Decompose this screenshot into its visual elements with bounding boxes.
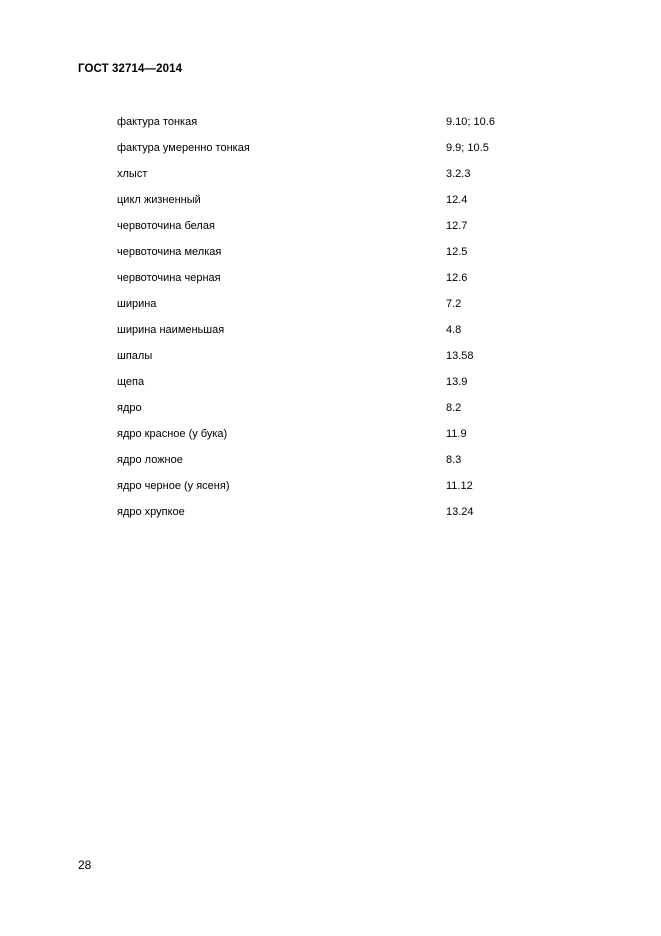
- index-term: ядро: [117, 402, 142, 414]
- index-ref: 12.7: [446, 220, 468, 232]
- index-term: ядро черное (у ясеня): [117, 480, 230, 492]
- index-ref: 3.2.3: [446, 168, 471, 180]
- index-row: [117, 271, 537, 297]
- index-ref: 8.3: [446, 454, 462, 466]
- index-ref: 13.24: [446, 506, 474, 518]
- page-number: 28: [78, 858, 92, 872]
- index-ref: 7.2: [446, 298, 462, 310]
- index-row: [117, 141, 537, 167]
- index-term: щепа: [117, 376, 145, 388]
- index-row: [117, 349, 537, 375]
- index-term: хлыст: [117, 168, 148, 180]
- index-term: ядро красное (у бука): [117, 428, 228, 440]
- index-row: [117, 453, 537, 479]
- index-row: [117, 505, 537, 531]
- index-ref: 9.10; 10.6: [446, 116, 495, 128]
- index-row: [117, 427, 537, 453]
- index-term: фактура умеренно тонкая: [117, 142, 250, 154]
- index-row: [117, 167, 537, 193]
- index-row: [117, 375, 537, 401]
- index-term: шпалы: [117, 350, 153, 362]
- index-ref: 11.12: [446, 480, 473, 492]
- index-row: [117, 193, 537, 219]
- index-row: [117, 479, 537, 505]
- index-ref: 11.9: [446, 428, 467, 440]
- index-term: червоточина мелкая: [117, 246, 222, 258]
- index-row: [117, 297, 537, 323]
- index-term: ядро хрупкое: [117, 506, 185, 518]
- index-term: ширина наименьшая: [117, 324, 225, 336]
- index-term: ядро ложное: [117, 454, 183, 466]
- index-term: цикл жизненный: [117, 194, 201, 206]
- index-ref: 12.6: [446, 272, 468, 284]
- index-row: [117, 401, 537, 427]
- index-ref: 9.9; 10.5: [446, 142, 489, 154]
- index-ref: 12.4: [446, 194, 468, 206]
- index-term: фактура тонкая: [117, 116, 198, 128]
- index-row: [117, 115, 537, 141]
- index-row: [117, 323, 537, 349]
- index-term: червоточина черная: [117, 272, 221, 284]
- index-ref: 4.8: [446, 324, 462, 336]
- index-ref: 12.5: [446, 246, 468, 258]
- term-index-list: [117, 115, 537, 531]
- index-ref: 8.2: [446, 402, 462, 414]
- index-row: [117, 219, 537, 245]
- index-term: ширина: [117, 298, 157, 310]
- index-row: [117, 245, 537, 271]
- document-code: ГОСТ 32714—2014: [78, 63, 183, 75]
- index-ref: 13.9: [446, 376, 468, 388]
- index-ref: 13.58: [446, 350, 474, 362]
- index-term: червоточина белая: [117, 220, 215, 232]
